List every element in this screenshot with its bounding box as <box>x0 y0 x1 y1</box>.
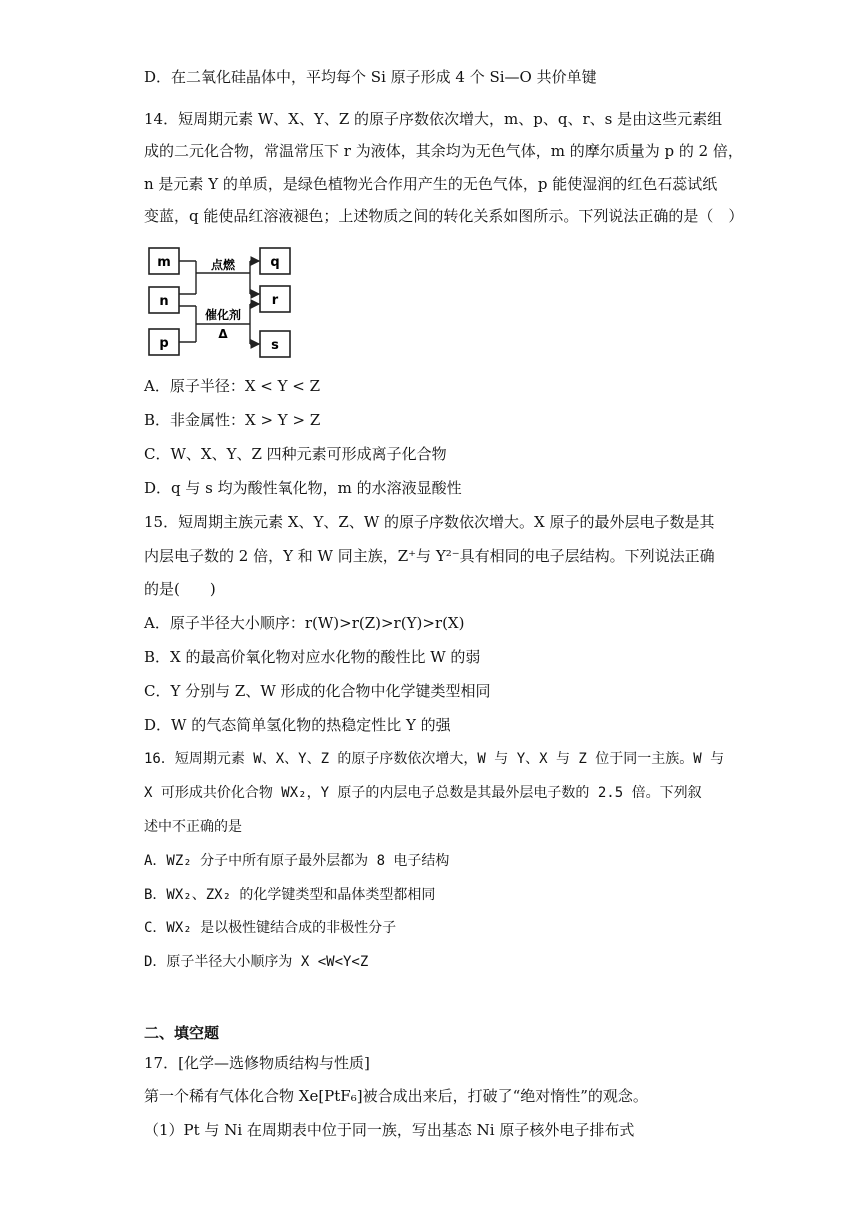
box-s: s <box>271 338 279 353</box>
box-m: m <box>157 255 171 270</box>
option-15a: A．原子半径大小顺序：r(W)>r(Z)>r(Y)>r(X) <box>144 614 465 632</box>
option-16a: A．WZ₂ 分子中所有原子最外层都为 8 电子结构 <box>144 853 450 869</box>
condition-ignite: 点燃 <box>210 258 236 272</box>
option-15b: B．X 的最高价氧化物对应水化物的酸性比 W 的弱 <box>144 648 481 666</box>
option-16b: B．WX₂、ZX₂ 的化学键类型和晶体类型都相同 <box>144 887 436 903</box>
option-14a: A．原子半径：X < Y < Z <box>144 377 321 395</box>
option-14c: C．W、X、Y、Z 四种元素可形成离子化合物 <box>144 445 447 463</box>
option-14d: D．q 与 s 均为酸性氧化物，m 的水溶液显酸性 <box>144 479 462 497</box>
condition-heat: Δ <box>218 327 228 341</box>
question-17-part-1: （1）Pt 与 Ni 在周期表中位于同一族，写出基态 Ni 原子核外电子排布式 <box>144 1121 635 1139</box>
condition-catalyst: 催化剂 <box>204 308 242 322</box>
question-14-stem: 成的二元化合物，常温常压下 r 为液体，其余均为无色气体，m 的摩尔质量为 p 的 2 倍， <box>144 142 743 160</box>
question-17-stem: 第一个稀有气体化合物 Xe[PtF₆]被合成出来后，打破了“绝对惰性”的观念。 <box>144 1087 648 1105</box>
question-17-title: 17．[化学—选修物质结构与性质] <box>144 1054 370 1072</box>
question-15-stem: 的是( ) <box>144 580 216 598</box>
option-16d: D．原子半径大小顺序为 X <W<Y<Z <box>144 954 369 970</box>
question-14-stem: 14．短周期元素 W、X、Y、Z 的原子序数依次增大，m、p、q、r、s 是由这些元素组 <box>144 110 723 128</box>
section-heading: 二、填空题 <box>144 1024 220 1042</box>
question-16-stem: X 可形成共价化合物 WX₂，Y 原子的内层电子总数是其最外层电子数的 2.5 倍。下列叙 <box>144 785 702 801</box>
box-n: n <box>159 294 169 309</box>
option-15d: D．W 的气态简单氢化物的热稳定性比 Y 的强 <box>144 716 451 734</box>
box-r: r <box>271 293 279 308</box>
option-13d: D．在二氧化硅晶体中，平均每个 Si 原子形成 4 个 Si—O 共价单键 <box>144 68 597 86</box>
question-15-stem: 15．短周期主族元素 X、Y、Z、W 的原子序数依次增大。X 原子的最外层电子数是其 <box>144 513 715 531</box>
option-15c: C．Y 分别与 Z、W 形成的化合物中化学键类型相同 <box>144 682 491 700</box>
option-14b: B．非金属性：X > Y > Z <box>144 411 321 429</box>
question-14-stem: 变蓝，q 能使品红溶液褪色；上述物质之间的转化关系如图所示。下列说法正确的是（ ） <box>144 207 744 225</box>
question-14-stem: n 是元素 Y 的单质，是绿色植物光合作用产生的无色气体，p 能使湿润的红色石蕊试纸 <box>144 175 718 193</box>
box-p: p <box>159 336 169 351</box>
box-q: q <box>270 255 280 270</box>
question-16-stem: 述中不正确的是 <box>144 819 242 835</box>
reaction-diagram <box>144 244 300 362</box>
option-16c: C．WX₂ 是以极性键结合成的非极性分子 <box>144 920 397 936</box>
question-15-stem: 内层电子数的 2 倍，Y 和 W 同主族，Z⁺与 Y²⁻具有相同的电子层结构。下列说法正确 <box>144 547 715 565</box>
question-16-stem: 16．短周期元素 W、X、Y、Z 的原子序数依次增大，W 与 Y、X 与 Z 位于同一主族。W 与 <box>144 751 725 767</box>
